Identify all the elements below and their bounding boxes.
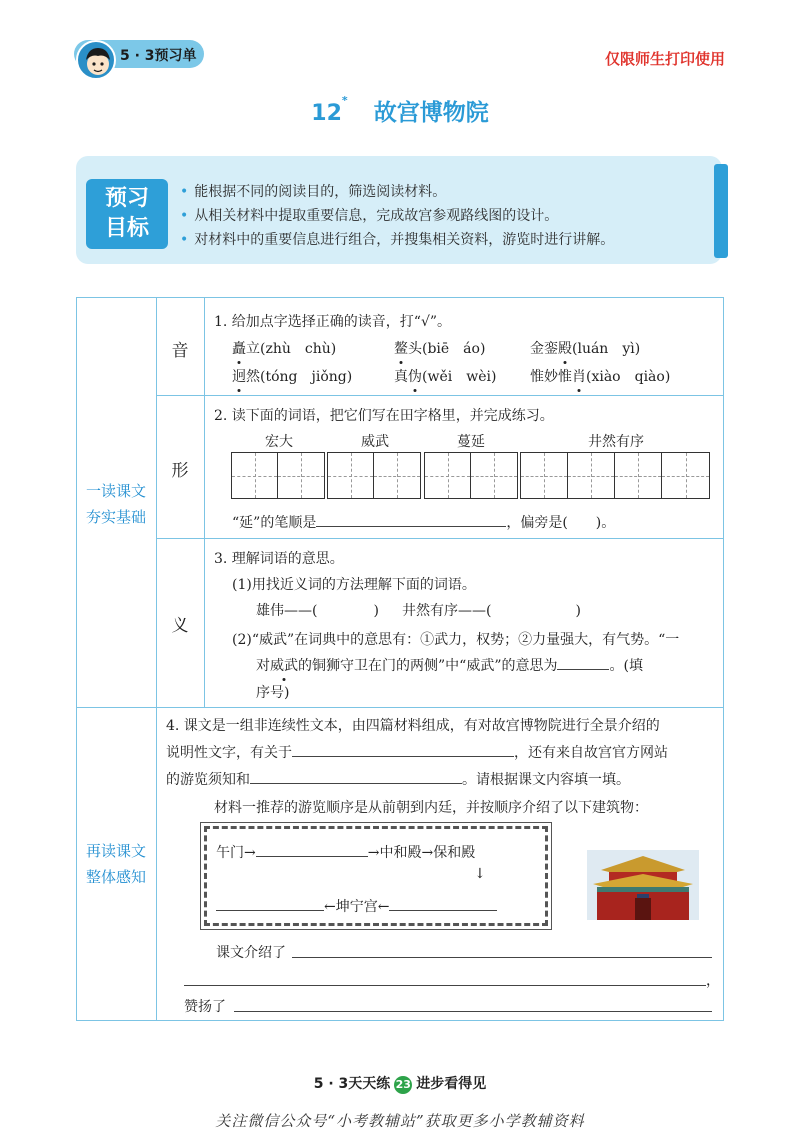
praise-label: 赞扬了: [184, 999, 226, 1015]
route-start: 午门→ →中和殿→保和殿: [216, 845, 476, 861]
row-label-form: 形: [171, 461, 189, 481]
page-number: 23: [394, 1076, 412, 1094]
grid-word: 蔓延: [457, 434, 485, 450]
row-label-meaning: 义: [171, 616, 189, 636]
watermark: 关注微信公众号“小考教辅站”获取更多小学教辅资料: [215, 1112, 585, 1130]
goals-label-line2: 目标: [104, 216, 149, 241]
pinyin-item: 矗立(zhù chù): [232, 338, 336, 358]
goal-item: • 对材料中的重要信息进行组合，并搜集相关资料，游览时进行讲解。: [180, 232, 615, 248]
answer-blank[interactable]: [292, 743, 514, 757]
pinyin-item: 迥然(tóng jiǒng): [232, 366, 352, 386]
question-4-line3: 的游览须知和 。请根据课文内容填一填。: [166, 772, 630, 788]
answer-blank[interactable]: [250, 770, 462, 784]
answer-blank[interactable]: [557, 656, 609, 670]
footer-left: 5 · 3天天练: [313, 1076, 391, 1092]
goal-item: • 从相关材料中提取重要信息，完成故宫参观路线图的设计。: [180, 208, 559, 224]
question-3: 3. 理解词语的意思。: [214, 551, 344, 567]
print-notice: 仅限师生打印使用: [604, 50, 725, 68]
stroke-order-line: “延”的笔顺是 ，偏旁是( )。: [232, 515, 616, 531]
answer-blank[interactable]: [216, 897, 324, 911]
goals-label-line1: 预习: [104, 186, 149, 211]
answer-blank[interactable]: [234, 998, 712, 1012]
synonym-a: 雄伟——( ): [256, 603, 379, 619]
pinyin-item: 真伪(wěi wèi): [394, 366, 496, 386]
question-4: 4. 课文是一组非连续性文本，由四篇材料组成，有对故宫博物院进行全景介绍的: [166, 718, 660, 734]
table-divider: [156, 395, 724, 396]
footer: [0, 1073, 800, 1094]
tianzige-box[interactable]: [327, 452, 421, 499]
tianzige-box[interactable]: [520, 452, 710, 499]
section-label-overview: 再读课文 整体感知: [85, 842, 146, 886]
answer-blank[interactable]: [256, 843, 368, 857]
route-end: ←坤宁宫←: [216, 896, 497, 916]
palace-image: [587, 850, 699, 920]
section-label-basics: 一读课文 夯实基础: [85, 482, 146, 526]
lesson-number: 12: [311, 101, 342, 126]
question-2: 2. 读下面的词语，把它们写在田字格里，并完成练习。: [214, 408, 554, 424]
table-divider: [76, 707, 724, 708]
mascot-avatar: [76, 40, 116, 80]
goals-label: [86, 179, 168, 249]
comma: ，: [706, 973, 720, 989]
tianzige-box[interactable]: [231, 452, 325, 499]
lesson-star: *: [341, 94, 348, 107]
pinyin-item: 金銮殿(luán yì): [530, 338, 640, 358]
grid-word: 威武: [361, 434, 389, 450]
lesson-title: [0, 94, 800, 127]
answer-blank[interactable]: [292, 944, 712, 958]
goals-list: [180, 180, 614, 252]
tianzige-box[interactable]: [424, 452, 518, 499]
intro-label: 课文介绍了: [216, 945, 286, 961]
pinyin-item: 鳌头(biē áo): [394, 338, 485, 358]
question-4-line2: 说明性文字，有关于 ，还有来自故宫官方网站: [166, 745, 668, 761]
question-3-sub2: (2)“威武”在词典中的意思有：①武力，权势；②力量强大，有气势。“一: [232, 632, 680, 648]
lesson-title-text: 故宫博物院: [373, 100, 489, 126]
table-divider: [204, 297, 205, 707]
grid-word: 宏大: [265, 434, 293, 450]
answer-blank[interactable]: [389, 897, 497, 911]
question-3-sub2-line3: 序号): [256, 685, 290, 701]
grid-word: 井然有序: [588, 434, 644, 450]
goal-item: • 能根据不同的阅读目的，筛选阅读材料。: [180, 184, 447, 200]
down-arrow-icon: ↓: [474, 866, 486, 882]
table-divider: [156, 297, 157, 1021]
material-text: 材料一推荐的游览顺序是从前朝到内廷，并按顺序介绍了以下建筑物：: [214, 800, 648, 816]
question-3-sub2-line2: 对威武的铜狮守卫在门的两侧”中“威武”的意思为 。(填: [256, 655, 643, 675]
footer-right: 进步看得见: [416, 1076, 487, 1092]
answer-blank[interactable]: [184, 972, 706, 986]
question-3-sub1: (1)用找近义词的方法理解下面的词语。: [232, 577, 476, 593]
brand-label: 5 · 3预习单: [120, 48, 197, 64]
synonym-b: 井然有序——( ): [402, 603, 581, 619]
pinyin-item: 惟妙惟肖(xiào qiào): [530, 366, 670, 386]
question-1: 1. 给加点字选择正确的读音，打“√”。: [214, 314, 452, 330]
table-divider: [156, 538, 724, 539]
row-label-sound: 音: [171, 341, 189, 361]
answer-blank[interactable]: [316, 513, 506, 527]
